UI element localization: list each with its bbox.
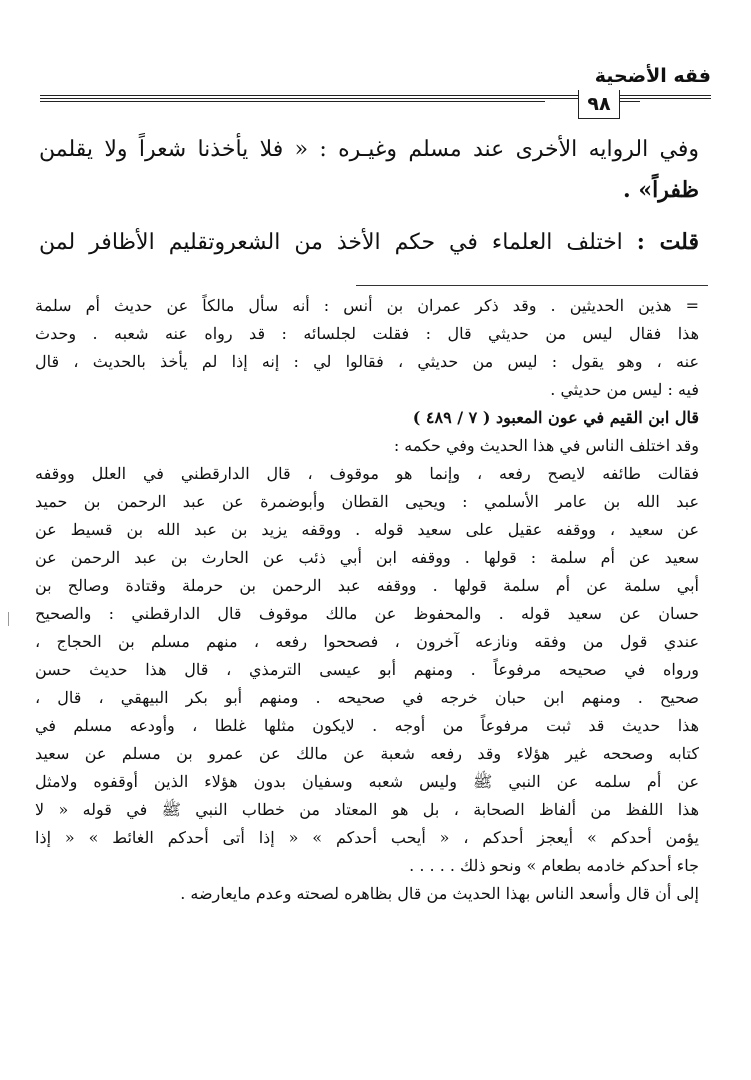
main-paragraph-1	[39, 130, 699, 210]
footnote-line: عن أم سلمه عن النبي ﷺ وليس شعبه وسفيان بدون هؤلاء الذين أوقفوه ولامثل	[35, 772, 699, 791]
footnote-line: كتابه وصححه غير هؤلاء وقد رفعه شعبة عن مالك عن عمرو بن مسلم عن سعيد	[35, 744, 699, 763]
footnote-line: إلى أن قال وأسعد الناس بهذا الحديث من قال بظاهره لصحته وعدم مايعارضه .	[180, 884, 699, 903]
margin-mark	[8, 612, 12, 626]
footnote-line: عبد الله بن عامر الأسلمي : ويحيى القطان وأبوضمرة عن عبد الرحمن بن حميد	[35, 492, 699, 511]
footnote-line: أبي سلمة عن أم سلمة قولها . ووقفه عبد الرحمن بن حرملة وقتادة وصالح بن	[35, 576, 699, 595]
footnote-line: هذا اللفظ من ألفاظ الصحابة ، بل هو المعتاد من خطاب النبي ﷺ في قوله « لا	[35, 800, 699, 819]
footnote-line: عنه ، وهو يقول : ليس من حديثي ، فقالوا لي : إنه إذا لم يأخذ بالحديث ، قال	[35, 352, 700, 371]
footnote-line: جاء أحدكم خادمه بطعام » ونحو ذلك . . . . .	[409, 856, 699, 875]
footnote-line: سعيد عن أم سلمة : قولها . ووقفه ابن أبي ذئب عن الحارث بن عبد الرحمن عن	[35, 548, 699, 567]
footnote-line: هذا حديث قد ثبت مرفوعاً من أوجه . لايكون مثلها غلطا ، وأودعه مسلم في	[35, 716, 699, 735]
running-title: فقه الأضحية	[594, 65, 711, 87]
main-paragraph-2	[39, 222, 699, 263]
footnote-line: ورواه في صحيحه مرفوعاً . ومنهم أبو عيسى الترمذي ، قال هذا حديث حسن	[35, 660, 699, 679]
footnote-line: فقالت طائفه لايصح رفعه ، وإنما هو موقوف ، قال الدارقطني في العلل ووقفه	[35, 464, 699, 483]
footnote-line: عندي قول من وفقه ونازعه آخرون ، فصححوا رفعه ، منهم مسلم بن الحجاج ،	[35, 632, 699, 651]
para-text: اختلف العلماء في حكم الأخذ من الشعروتقليم الأظافر لمن	[39, 230, 623, 255]
page-number: ٩٨	[578, 90, 620, 119]
main-line: ظفراً» .	[623, 177, 699, 203]
footnote-line: فيه : ليس من حديثي .	[550, 380, 699, 399]
footnote-line: عن سعيد ، ووقفه عقيل على سعيد قوله . ووقفه يزيد بن عبد الله بن قسيط عن	[35, 520, 699, 539]
footnote-line: هذا فقال ليس من حديثي قال : فقلت لجلسائه : قد رواه عنه شعبه . وحدث	[35, 324, 700, 343]
footnote-line: صحيح . ومنهم ابن حبان خرجه في صحيحه . ومنهم أبو بكر البيهقي ، قال ،	[35, 688, 699, 707]
footnote-line: حسان عن سعيد قوله . والمحفوظ عن مالك موقوف قال الدارقطني : والصحيح	[35, 604, 699, 623]
main-line: وفي الروايه الأخرى عند مسلم وغيـره : « فلا يأخذنا شعراً ولا يقلمن	[39, 137, 699, 162]
footnote-line: وقد اختلف الناس في هذا الحديث وفي حكمه :	[393, 436, 699, 455]
footnote-divider	[356, 285, 708, 286]
page-number-rule-right	[618, 101, 640, 102]
footnote-heading: قال ابن القيم في عون المعبود ( ٧ / ٤٨٩ )	[412, 408, 699, 427]
footnote-line: يؤمن أحدكم » أيعجز أحدكم ، « أيحب أحدكم » « إذا أتى أحدكم الغائط » « إذا	[35, 828, 699, 847]
footnote	[35, 292, 699, 908]
main-line	[39, 222, 699, 263]
para-label: قلت :	[636, 229, 699, 255]
page-number-rule	[40, 101, 545, 102]
footnote-line: = هذين الحديثين . وقد ذكر عمران بن أنس : أنه سأل مالكاً عن حديث أم سلمة	[35, 296, 699, 315]
